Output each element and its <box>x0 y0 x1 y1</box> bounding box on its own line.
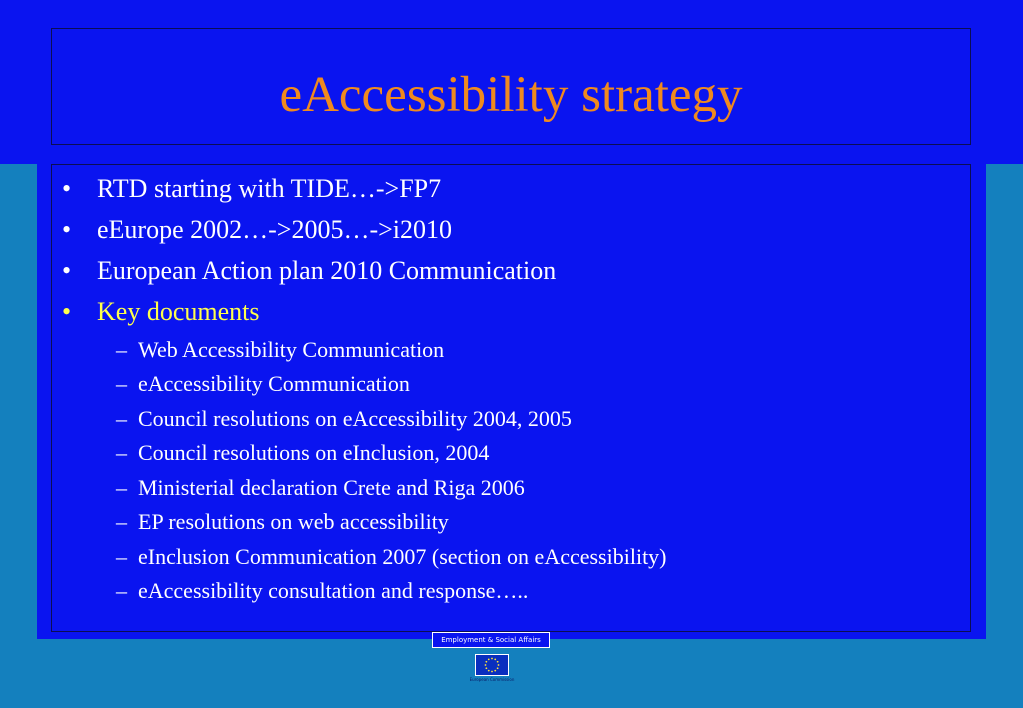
bullet-marker: • <box>62 215 72 244</box>
bullet-text: European Action plan 2010 Communication <box>97 256 557 285</box>
slide-title: eAccessibility strategy <box>279 67 743 123</box>
key-document-text: Council resolutions on eAccessibility 2004, 2005 <box>138 406 572 431</box>
bullet-text: Key documents <box>97 297 260 326</box>
content-frame <box>51 164 971 632</box>
bullet-marker: • <box>62 174 72 203</box>
key-document-text: eAccessibility Communication <box>138 371 410 396</box>
eu-flag-icon <box>475 654 509 676</box>
eu-caption: European Commission <box>469 677 515 682</box>
bullet-marker: • <box>62 256 72 285</box>
footer-badge: Employment & Social Affairs <box>432 632 550 648</box>
bullet-marker: • <box>62 297 72 326</box>
key-document-text: EP resolutions on web accessibility <box>138 509 449 534</box>
key-document-text: Ministerial declaration Crete and Riga 2006 <box>138 475 525 500</box>
key-document-text: Web Accessibility Communication <box>138 337 445 362</box>
bullet-text: eEurope 2002…->2005…->i2010 <box>97 215 452 244</box>
title-frame <box>51 28 971 145</box>
sub-marker: – <box>116 440 127 465</box>
sub-marker: – <box>116 544 127 569</box>
key-document-text: eInclusion Communication 2007 (section on eAccessibility) <box>138 544 667 569</box>
bullet-text: RTD starting with TIDE…->FP7 <box>97 174 442 203</box>
key-document-text: eAccessibility consultation and response….. <box>138 578 529 603</box>
sub-marker: – <box>116 578 127 603</box>
sub-marker: – <box>116 406 127 431</box>
key-document-text: Council resolutions on eInclusion, 2004 <box>138 440 490 465</box>
eu-stars-icon <box>476 655 508 675</box>
sub-marker: – <box>116 509 127 534</box>
sub-marker: – <box>116 371 127 396</box>
sub-marker: – <box>116 337 127 362</box>
sub-marker: – <box>116 475 127 500</box>
